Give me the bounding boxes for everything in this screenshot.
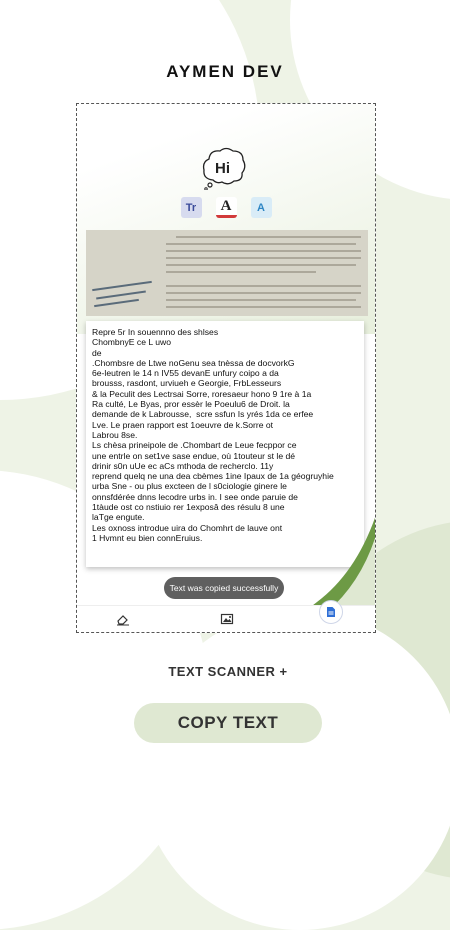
text-format-button[interactable]: Tr [181, 197, 202, 218]
document-icon [325, 606, 337, 618]
text-style-button[interactable]: A [251, 197, 272, 218]
document-scan-button[interactable] [319, 600, 343, 624]
scanned-document-image [86, 230, 368, 316]
toast-message: Text was copied successfully [164, 577, 284, 599]
copy-text-button[interactable]: COPY TEXT [134, 703, 322, 743]
image-icon[interactable] [220, 612, 234, 626]
text-scanner-button[interactable]: TEXT SCANNER + [158, 652, 298, 690]
phone-preview [76, 103, 376, 633]
eraser-icon[interactable] [116, 612, 130, 626]
hi-logo-icon [201, 146, 247, 190]
recognized-text[interactable]: Repre 5r In souennno des shlses ChombnyE ce L uwo de .Chombsre de Ltwe noGenu sea tnèssa de docvorkG 6e-leutren le 14 n IV55 devanE unfury coipo a da brousss, rasdont, urviueh e Georgie, FrbLesseurs & la Peculit des Lectrsai Sorre, roresaeur hono 9 1re à 1a Ra culté, Le Byas, pror essèr le Poeulu6 de Droit. la demande de k Labrousse, scre ssfun Is yrés 1da ce erfee Lve. Le praen rapport est 1oeuvre de k.Sorre ot Labrou 8se. Ls chèsa prineipole de .Chombart de Leue fecppor ce une entrle on set1ve sase endue, où 1touteur st le dé drinir s0n uUe ec aCs mthoda de recherclo. 11y reprend quelq ne una dea cbèmes 1ine Ipaux de 1a géogruyhie urba Sne - ou plus excteen de l s0ciologie ginere le onnsfdérée dnns lecodre urbs in. I see onde paruie de 1tàude ost co nstiuio rer 1exposâ des résulu 8 une laTge engute. Les oxnoss introdue uira do Chomhrt de lauve ont 1 Hvmnt eu bien connEruius. [92, 327, 334, 543]
brand-title: AYMEN DEV [166, 62, 284, 81]
logo-text: Hi [215, 160, 230, 177]
font-color-button[interactable]: A [216, 197, 237, 218]
format-toolbar [77, 197, 375, 218]
